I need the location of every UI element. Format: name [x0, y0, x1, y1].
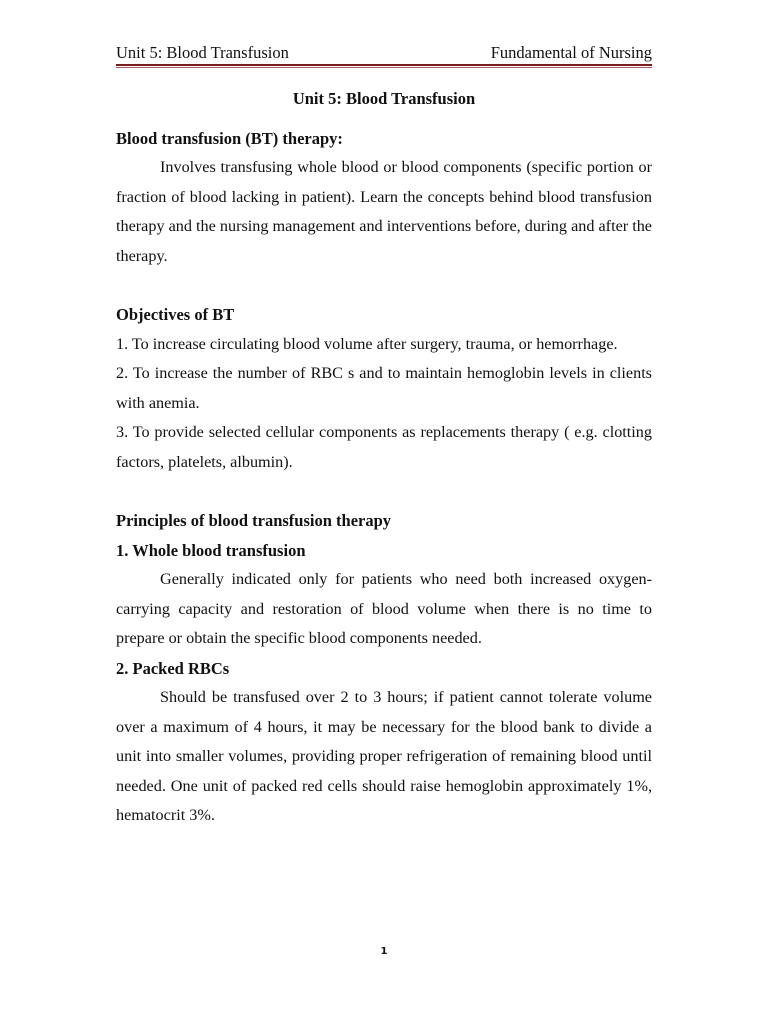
page-number: 1 — [380, 946, 388, 957]
whole-blood-paragraph: Generally indicated only for patients who need both increased oxygen-carrying capacity and restoration of blood volume when there is no time to prepare or obtain the specific blood components needed. — [116, 570, 652, 647]
header-course-title: Fundamental of Nursing — [490, 43, 652, 62]
section-heading-principles: Principles of blood transfusion therapy — [116, 511, 392, 530]
header-rule — [116, 64, 652, 66]
header-unit-title: Unit 5: Blood Transfusion — [116, 43, 289, 62]
page-title: Unit 5: Blood Transfusion — [292, 89, 476, 108]
page-content — [116, 84, 652, 831]
running-header — [116, 42, 652, 66]
bt-therapy-paragraph: Involves transfusing whole blood or blood components (specific portion or fraction of blood lacking in patient). Learn the concepts behind blood transfusion therapy and the nursing management and interventions before, during and after the therapy. — [116, 158, 652, 265]
spacer — [116, 271, 652, 300]
subheading-packed-rbcs: 2. Packed RBCs — [116, 658, 230, 678]
objective-item: 2. To increase the number of RBC s and to maintain hemoglobin levels in clients with anemia. — [116, 364, 652, 412]
objective-item: 1. To increase circulating blood volume after surgery, trauma, or hemorrhage. — [116, 334, 618, 353]
subheading-whole-blood: 1. Whole blood transfusion — [116, 540, 306, 560]
section-heading-objectives: Objectives of BT — [116, 305, 235, 324]
packed-rbcs-paragraph: Should be transfused over 2 to 3 hours; if patient cannot tolerate volume over a maximum of 4 hours, it may be necessary for the blood bank to divide a unit into smaller volumes, providing proper refrigeration of remaining blood until needed. One unit of packed red cells should raise hemoglobin approximately 1%, hematocrit 3%. — [116, 688, 652, 824]
objective-item: 3. To provide selected cellular components as replacements therapy ( e.g. clotting factors, platelets, albumin). — [116, 423, 652, 471]
spacer — [116, 477, 652, 506]
header-rule-secondary — [116, 67, 652, 68]
section-heading-bt-therapy: Blood transfusion (BT) therapy: — [116, 128, 343, 148]
